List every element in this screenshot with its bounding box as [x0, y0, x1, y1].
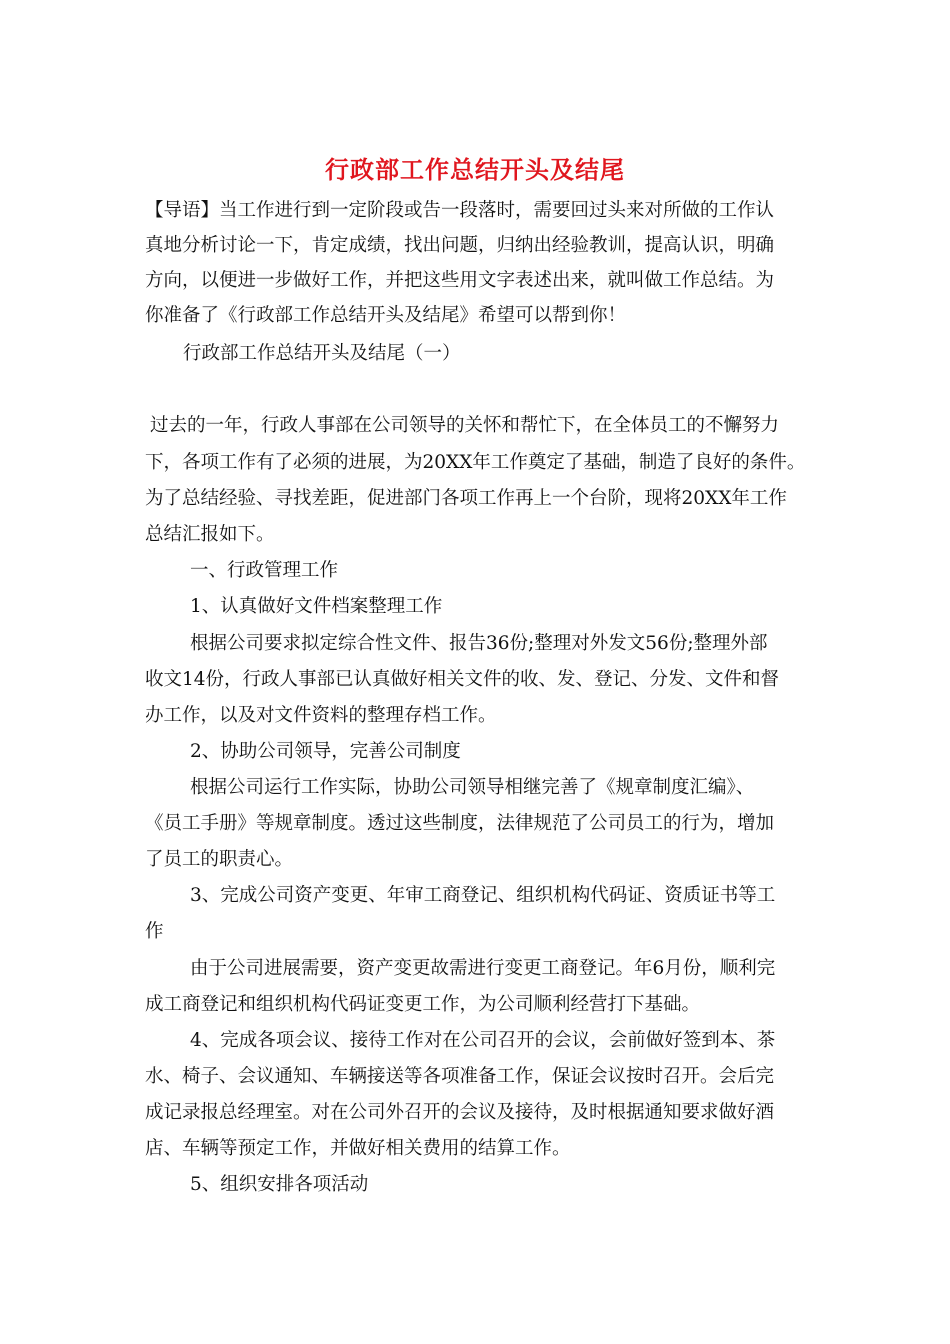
subheading-2: 2、协助公司领导，完善公司制度 [190, 741, 461, 762]
subheading-1: 1、认真做好文件档案整理工作 [190, 596, 443, 617]
paragraph-line: 成工商登记和组织机构代码证变更工作，为公司顺利经营打下基础。 [145, 994, 701, 1015]
paragraph-line: 了员工的职责心。 [145, 849, 294, 870]
intro-line-2: 真地分析讨论一下，肯定成绩，找出问题，归纳出经验教训，提高认识，明确 [145, 235, 775, 256]
subheading-3: 3、完成公司资产变更、年审工商登记、组织机构代码证、资质证书等工 [190, 885, 776, 906]
intro-line-3: 方向，以便进一步做好工作，并把这些用文字表述出来，就叫做工作总结。为 [145, 270, 775, 291]
intro-line-1: 【导语】当工作进行到一定阶段或告一段落时，需要回过头来对所做的工作认 [145, 200, 775, 221]
intro-line-4: 你准备了《行政部工作总结开头及结尾》希望可以帮到你！ [145, 305, 627, 326]
paragraph-line: 办工作，以及对文件资料的整理存档工作。 [145, 705, 497, 726]
heading-admin: 一、行政管理工作 [190, 560, 339, 581]
paragraph-line: 根据公司要求拟定综合性文件、报告36份;整理对外发文56份;整理外部 [190, 633, 768, 654]
paragraph-line: 为了总结经验、寻找差距，促进部门各项工作再上一个台阶，现将20XX年工作 [145, 488, 787, 509]
subheading-3-cont: 作 [145, 921, 164, 942]
paragraph-line: 收文14份，行政人事部已认真做好相关文件的收、发、登记、分发、文件和督 [145, 669, 780, 690]
paragraph-line: 《员工手册》等规章制度。透过这些制度，法律规范了公司员工的行为，增加 [145, 813, 775, 834]
paragraph-line: 店、车辆等预定工作，并做好相关费用的结算工作。 [145, 1138, 571, 1159]
subheading-5: 5、组织安排各项活动 [190, 1174, 369, 1195]
paragraph-line: 过去的一年，行政人事部在公司领导的关怀和帮忙下，在全体员工的不懈努力 [150, 415, 780, 436]
section-heading: 行政部工作总结开头及结尾（一） [183, 343, 461, 364]
paragraph-line: 由于公司进展需要，资产变更故需进行变更工商登记。年6月份，顺利完 [190, 958, 776, 979]
paragraph-line: 下，各项工作有了必须的进展，为20XX年工作奠定了基础，制造了良好的条件。 [145, 452, 806, 473]
document-title: 行政部工作总结开头及结尾 [325, 155, 625, 184]
paragraph-line: 根据公司运行工作实际，协助公司领导相继完善了《规章制度汇编》、 [190, 777, 755, 798]
subheading-4: 4、完成各项会议、接待工作对在公司召开的会议，会前做好签到本、茶 [190, 1030, 776, 1051]
paragraph-line: 水、椅子、会议通知、车辆接送等各项准备工作，保证会议按时召开。会后完 [145, 1066, 775, 1087]
paragraph-line: 总结汇报如下。 [145, 524, 275, 545]
paragraph-line: 成记录报总经理室。对在公司外召开的会议及接待，及时根据通知要求做好酒 [145, 1102, 775, 1123]
